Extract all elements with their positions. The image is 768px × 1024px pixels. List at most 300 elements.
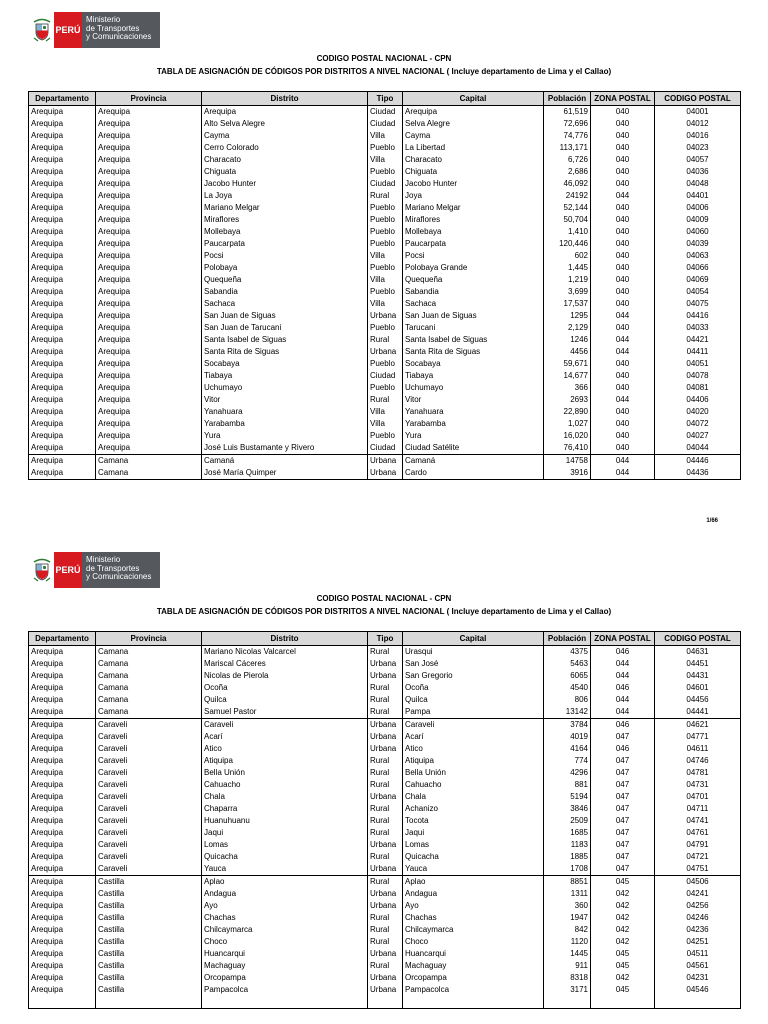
col-departamento: Arequipa	[29, 370, 96, 382]
col-tipo: Urbana	[368, 731, 403, 743]
table-row	[29, 166, 741, 178]
table-row	[29, 238, 741, 250]
col-departamento: Arequipa	[29, 791, 96, 803]
header-tipo: Tipo	[368, 92, 403, 106]
col-tipo: Rural	[368, 779, 403, 791]
col-codigo-postal: 04741	[655, 815, 741, 827]
col-zona-postal: 046	[591, 682, 655, 694]
document-subtitle: TABLA DE ASIGNACIÓN DE CÓDIGOS POR DISTRITOS A NIVEL NACIONAL ( Incluye departamento de Lima y el Callao)	[156, 607, 612, 616]
col-capital: Camaná	[403, 455, 544, 468]
col-codigo-postal	[655, 996, 741, 1009]
col-distrito: Orcopampa	[202, 972, 368, 984]
col-zona-postal: 044	[591, 346, 655, 358]
col-poblacion: 5463	[544, 658, 591, 670]
col-poblacion: 5194	[544, 791, 591, 803]
col-poblacion: 774	[544, 755, 591, 767]
col-zona-postal: 046	[591, 719, 655, 732]
col-departamento: Arequipa	[29, 467, 96, 480]
col-departamento: Arequipa	[29, 238, 96, 250]
col-zona-postal: 040	[591, 418, 655, 430]
col-tipo: Pueblo	[368, 262, 403, 274]
col-codigo-postal: 04446	[655, 455, 741, 468]
header-departamento: Departamento	[29, 632, 96, 646]
col-tipo: Urbana	[368, 791, 403, 803]
col-distrito: Cerro Colorado	[202, 142, 368, 154]
col-distrito: Nicolas de Pierola	[202, 670, 368, 682]
col-distrito: Lomas	[202, 839, 368, 851]
col-distrito: Quequeña	[202, 274, 368, 286]
col-poblacion: 8851	[544, 876, 591, 889]
col-capital: Chachas	[403, 912, 544, 924]
col-departamento: Arequipa	[29, 190, 96, 202]
col-poblacion: 120,446	[544, 238, 591, 250]
table-row	[29, 310, 741, 322]
col-departamento: Arequipa	[29, 767, 96, 779]
col-departamento: Arequipa	[29, 731, 96, 743]
col-zona-postal: 047	[591, 827, 655, 839]
col-distrito: Tiabaya	[202, 370, 368, 382]
col-departamento: Arequipa	[29, 178, 96, 190]
col-departamento: Arequipa	[29, 310, 96, 322]
col-provincia: Castilla	[96, 900, 202, 912]
col-zona-postal	[591, 996, 655, 1009]
col-distrito: Socabaya	[202, 358, 368, 370]
col-departamento: Arequipa	[29, 455, 96, 468]
col-capital: Machaguay	[403, 960, 544, 972]
header-capital: Capital	[403, 92, 544, 106]
col-capital: Pocsi	[403, 250, 544, 262]
col-codigo-postal: 04451	[655, 658, 741, 670]
col-distrito: Quicacha	[202, 851, 368, 863]
col-provincia: Caraveli	[96, 719, 202, 732]
col-codigo-postal: 04075	[655, 298, 741, 310]
col-zona-postal: 042	[591, 924, 655, 936]
col-tipo: Urbana	[368, 670, 403, 682]
table-row	[29, 274, 741, 286]
col-provincia: Camana	[96, 646, 202, 659]
col-provincia: Arequipa	[96, 262, 202, 274]
col-codigo-postal: 04020	[655, 406, 741, 418]
col-poblacion: 2,129	[544, 322, 591, 334]
table-row	[29, 142, 741, 154]
col-departamento: Arequipa	[29, 839, 96, 851]
col-departamento: Arequipa	[29, 972, 96, 984]
col-poblacion: 59,671	[544, 358, 591, 370]
table-row	[29, 442, 741, 455]
table-row	[29, 779, 741, 791]
col-zona-postal: 044	[591, 467, 655, 480]
col-provincia: Arequipa	[96, 346, 202, 358]
col-tipo: Urbana	[368, 900, 403, 912]
col-poblacion: 1,445	[544, 262, 591, 274]
col-zona-postal: 047	[591, 731, 655, 743]
col-codigo-postal: 04063	[655, 250, 741, 262]
table-row	[29, 815, 741, 827]
col-distrito: Chilcaymarca	[202, 924, 368, 936]
col-poblacion: 4540	[544, 682, 591, 694]
col-capital: Chala	[403, 791, 544, 803]
col-poblacion: 881	[544, 779, 591, 791]
col-tipo: Urbana	[368, 948, 403, 960]
col-poblacion: 1,027	[544, 418, 591, 430]
col-departamento: Arequipa	[29, 262, 96, 274]
col-poblacion: 2,686	[544, 166, 591, 178]
col-codigo-postal: 04048	[655, 178, 741, 190]
col-poblacion: 61,519	[544, 106, 591, 119]
col-distrito: Chala	[202, 791, 368, 803]
col-zona-postal: 040	[591, 106, 655, 119]
col-tipo: Ciudad	[368, 118, 403, 130]
col-capital: Lomas	[403, 839, 544, 851]
col-capital: Sachaca	[403, 298, 544, 310]
col-poblacion: 113,171	[544, 142, 591, 154]
header-provincia: Provincia	[96, 632, 202, 646]
table-row	[29, 334, 741, 346]
col-capital: Ciudad Satélite	[403, 442, 544, 455]
col-departamento: Arequipa	[29, 406, 96, 418]
col-zona-postal: 044	[591, 334, 655, 346]
col-poblacion: 76,410	[544, 442, 591, 455]
table-header-row	[29, 92, 741, 106]
col-departamento: Arequipa	[29, 863, 96, 876]
col-departamento: Arequipa	[29, 322, 96, 334]
ministry-name: Ministerio de Transportes y Comunicaciones	[82, 12, 160, 48]
table-row	[29, 455, 741, 468]
col-zona-postal: 040	[591, 406, 655, 418]
col-tipo: Urbana	[368, 984, 403, 996]
col-tipo: Ciudad	[368, 106, 403, 119]
col-distrito: Mariano Nicolas Valcarcel	[202, 646, 368, 659]
col-departamento: Arequipa	[29, 960, 96, 972]
col-codigo-postal: 04701	[655, 791, 741, 803]
col-poblacion: 4296	[544, 767, 591, 779]
document-title: CODIGO POSTAL NACIONAL - CPN	[316, 594, 452, 603]
col-distrito: Vitor	[202, 394, 368, 406]
col-codigo-postal: 04791	[655, 839, 741, 851]
header-distrito: Distrito	[202, 632, 368, 646]
table-row	[29, 226, 741, 238]
col-codigo-postal: 04078	[655, 370, 741, 382]
col-codigo-postal: 04027	[655, 430, 741, 442]
col-codigo-postal: 04060	[655, 226, 741, 238]
table-row	[29, 960, 741, 972]
col-tipo: Villa	[368, 418, 403, 430]
col-codigo-postal: 04511	[655, 948, 741, 960]
col-departamento: Arequipa	[29, 851, 96, 863]
col-capital: Orcopampa	[403, 972, 544, 984]
col-tipo: Rural	[368, 767, 403, 779]
table-row	[29, 996, 741, 1009]
table-row	[29, 202, 741, 214]
col-codigo-postal: 04012	[655, 118, 741, 130]
col-tipo: Urbana	[368, 467, 403, 480]
col-departamento: Arequipa	[29, 779, 96, 791]
col-tipo: Rural	[368, 924, 403, 936]
table-row	[29, 791, 741, 803]
col-distrito: Paucarpata	[202, 238, 368, 250]
col-poblacion: 1708	[544, 863, 591, 876]
col-zona-postal: 046	[591, 743, 655, 755]
col-distrito	[202, 996, 368, 1009]
col-tipo: Rural	[368, 815, 403, 827]
col-provincia: Caraveli	[96, 779, 202, 791]
col-codigo-postal: 04006	[655, 202, 741, 214]
col-codigo-postal: 04711	[655, 803, 741, 815]
col-codigo-postal: 04731	[655, 779, 741, 791]
col-departamento: Arequipa	[29, 418, 96, 430]
col-capital: Mollebaya	[403, 226, 544, 238]
col-poblacion: 2693	[544, 394, 591, 406]
col-capital: Achanizo	[403, 803, 544, 815]
col-departamento: Arequipa	[29, 743, 96, 755]
col-zona-postal: 047	[591, 791, 655, 803]
ministry-name: Ministerio de Transportes y Comunicaciones	[82, 552, 160, 588]
col-provincia: Camana	[96, 694, 202, 706]
col-provincia: Arequipa	[96, 142, 202, 154]
col-distrito: Characato	[202, 154, 368, 166]
col-zona-postal: 040	[591, 178, 655, 190]
col-tipo: Pueblo	[368, 382, 403, 394]
col-provincia: Arequipa	[96, 418, 202, 430]
col-poblacion: 50,704	[544, 214, 591, 226]
col-departamento: Arequipa	[29, 382, 96, 394]
col-capital: Yauca	[403, 863, 544, 876]
col-zona-postal: 040	[591, 118, 655, 130]
table-row	[29, 190, 741, 202]
col-tipo: Rural	[368, 876, 403, 889]
col-poblacion: 13142	[544, 706, 591, 719]
table-row	[29, 755, 741, 767]
table-row	[29, 467, 741, 480]
col-departamento: Arequipa	[29, 912, 96, 924]
col-capital: Pampacolca	[403, 984, 544, 996]
col-provincia: Caraveli	[96, 827, 202, 839]
table-row	[29, 106, 741, 119]
table-row	[29, 876, 741, 889]
col-codigo-postal: 04721	[655, 851, 741, 863]
col-tipo: Ciudad	[368, 442, 403, 455]
col-provincia: Arequipa	[96, 118, 202, 130]
col-departamento: Arequipa	[29, 694, 96, 706]
col-capital: Atiquipa	[403, 755, 544, 767]
col-poblacion: 14758	[544, 455, 591, 468]
col-zona-postal: 040	[591, 166, 655, 178]
col-poblacion: 602	[544, 250, 591, 262]
col-tipo: Villa	[368, 298, 403, 310]
col-departamento: Arequipa	[29, 118, 96, 130]
col-tipo: Urbana	[368, 455, 403, 468]
col-capital: Quequeña	[403, 274, 544, 286]
col-distrito: Huanuhuanu	[202, 815, 368, 827]
col-tipo: Rural	[368, 803, 403, 815]
col-capital: Aplao	[403, 876, 544, 889]
col-zona-postal: 040	[591, 298, 655, 310]
col-capital: La Libertad	[403, 142, 544, 154]
table-row	[29, 900, 741, 912]
col-provincia: Arequipa	[96, 286, 202, 298]
col-poblacion: 1885	[544, 851, 591, 863]
col-poblacion: 72,696	[544, 118, 591, 130]
col-zona-postal: 047	[591, 767, 655, 779]
col-poblacion: 17,537	[544, 298, 591, 310]
col-tipo: Urbana	[368, 346, 403, 358]
col-distrito: Jaqui	[202, 827, 368, 839]
col-capital: Sabandia	[403, 286, 544, 298]
col-codigo-postal: 04023	[655, 142, 741, 154]
col-departamento: Arequipa	[29, 106, 96, 119]
col-capital: Santa Isabel de Siguas	[403, 334, 544, 346]
col-distrito: José Luis Bustamante y Rivero	[202, 442, 368, 455]
col-capital: Mariano Melgar	[403, 202, 544, 214]
col-tipo: Rural	[368, 912, 403, 924]
col-provincia: Camana	[96, 455, 202, 468]
col-poblacion: 842	[544, 924, 591, 936]
table-row	[29, 658, 741, 670]
col-codigo-postal: 04456	[655, 694, 741, 706]
col-provincia: Arequipa	[96, 154, 202, 166]
col-departamento: Arequipa	[29, 658, 96, 670]
header-codigo-postal: CODIGO POSTAL	[655, 632, 741, 646]
col-distrito: Samuel Pastor	[202, 706, 368, 719]
col-capital	[403, 996, 544, 1009]
col-zona-postal: 040	[591, 142, 655, 154]
col-capital: Pampa	[403, 706, 544, 719]
col-provincia: Camana	[96, 670, 202, 682]
col-provincia: Camana	[96, 658, 202, 670]
col-distrito: Polobaya	[202, 262, 368, 274]
col-capital: Cahuacho	[403, 779, 544, 791]
header-tipo: Tipo	[368, 632, 403, 646]
col-zona-postal: 047	[591, 863, 655, 876]
col-zona-postal: 047	[591, 815, 655, 827]
col-provincia: Caraveli	[96, 743, 202, 755]
table-row	[29, 719, 741, 732]
col-codigo-postal: 04746	[655, 755, 741, 767]
col-distrito: Cahuacho	[202, 779, 368, 791]
col-departamento	[29, 996, 96, 1009]
col-codigo-postal: 04631	[655, 646, 741, 659]
col-distrito: Miraflores	[202, 214, 368, 226]
col-poblacion: 14,677	[544, 370, 591, 382]
col-tipo: Pueblo	[368, 286, 403, 298]
col-distrito: Ocoña	[202, 682, 368, 694]
col-poblacion: 4164	[544, 743, 591, 755]
col-departamento: Arequipa	[29, 442, 96, 455]
col-distrito: Cayma	[202, 130, 368, 142]
col-tipo: Rural	[368, 960, 403, 972]
col-provincia: Arequipa	[96, 442, 202, 455]
col-capital: San Juan de Siguas	[403, 310, 544, 322]
col-capital: Choco	[403, 936, 544, 948]
col-provincia: Caraveli	[96, 815, 202, 827]
col-distrito: Arequipa	[202, 106, 368, 119]
col-tipo: Villa	[368, 274, 403, 286]
col-departamento: Arequipa	[29, 334, 96, 346]
col-codigo-postal: 04401	[655, 190, 741, 202]
col-departamento: Arequipa	[29, 430, 96, 442]
col-provincia: Caraveli	[96, 767, 202, 779]
col-capital: Characato	[403, 154, 544, 166]
col-poblacion	[544, 996, 591, 1009]
col-distrito: Aplao	[202, 876, 368, 889]
col-zona-postal: 040	[591, 358, 655, 370]
col-departamento: Arequipa	[29, 226, 96, 238]
col-codigo-postal: 04036	[655, 166, 741, 178]
col-zona-postal: 040	[591, 430, 655, 442]
table-row	[29, 827, 741, 839]
col-departamento: Arequipa	[29, 130, 96, 142]
col-tipo: Urbana	[368, 863, 403, 876]
col-distrito: Yauca	[202, 863, 368, 876]
col-capital: Santa Rita de Siguas	[403, 346, 544, 358]
col-provincia: Arequipa	[96, 250, 202, 262]
col-departamento: Arequipa	[29, 298, 96, 310]
col-distrito: Uchumayo	[202, 382, 368, 394]
coat-of-arms-icon	[30, 552, 54, 588]
col-distrito: San Juan de Tarucani	[202, 322, 368, 334]
table-row	[29, 646, 741, 659]
col-tipo: Villa	[368, 250, 403, 262]
col-capital: Jacobo Hunter	[403, 178, 544, 190]
col-provincia: Arequipa	[96, 394, 202, 406]
col-distrito: Mariscal Cáceres	[202, 658, 368, 670]
col-zona-postal: 044	[591, 190, 655, 202]
col-tipo: Urbana	[368, 839, 403, 851]
col-departamento: Arequipa	[29, 719, 96, 732]
postal-code-table	[28, 631, 741, 1009]
col-zona-postal: 044	[591, 670, 655, 682]
col-capital: Bella Unión	[403, 767, 544, 779]
table-row	[29, 839, 741, 851]
col-provincia: Arequipa	[96, 322, 202, 334]
table-row	[29, 936, 741, 948]
col-provincia: Caraveli	[96, 839, 202, 851]
col-departamento: Arequipa	[29, 394, 96, 406]
col-distrito: Pampacolca	[202, 984, 368, 996]
table-row	[29, 118, 741, 130]
col-distrito: Andagua	[202, 888, 368, 900]
col-departamento: Arequipa	[29, 936, 96, 948]
col-departamento: Arequipa	[29, 646, 96, 659]
col-zona-postal: 044	[591, 658, 655, 670]
col-distrito: Choco	[202, 936, 368, 948]
col-distrito: La Joya	[202, 190, 368, 202]
col-departamento: Arequipa	[29, 358, 96, 370]
col-poblacion: 22,890	[544, 406, 591, 418]
col-departamento: Arequipa	[29, 900, 96, 912]
col-distrito: Camaná	[202, 455, 368, 468]
col-zona-postal: 040	[591, 262, 655, 274]
col-zona-postal: 044	[591, 310, 655, 322]
col-departamento: Arequipa	[29, 166, 96, 178]
col-provincia: Castilla	[96, 888, 202, 900]
col-zona-postal: 040	[591, 130, 655, 142]
col-capital: Ayo	[403, 900, 544, 912]
col-tipo: Rural	[368, 827, 403, 839]
col-distrito: San Juan de Siguas	[202, 310, 368, 322]
col-provincia: Arequipa	[96, 382, 202, 394]
col-capital: Quicacha	[403, 851, 544, 863]
col-poblacion: 3916	[544, 467, 591, 480]
col-tipo: Ciudad	[368, 370, 403, 382]
col-departamento: Arequipa	[29, 202, 96, 214]
col-codigo-postal: 04039	[655, 238, 741, 250]
table-row	[29, 888, 741, 900]
col-distrito: Chachas	[202, 912, 368, 924]
col-codigo-postal: 04761	[655, 827, 741, 839]
ministry-logo	[30, 12, 160, 48]
col-codigo-postal: 04601	[655, 682, 741, 694]
